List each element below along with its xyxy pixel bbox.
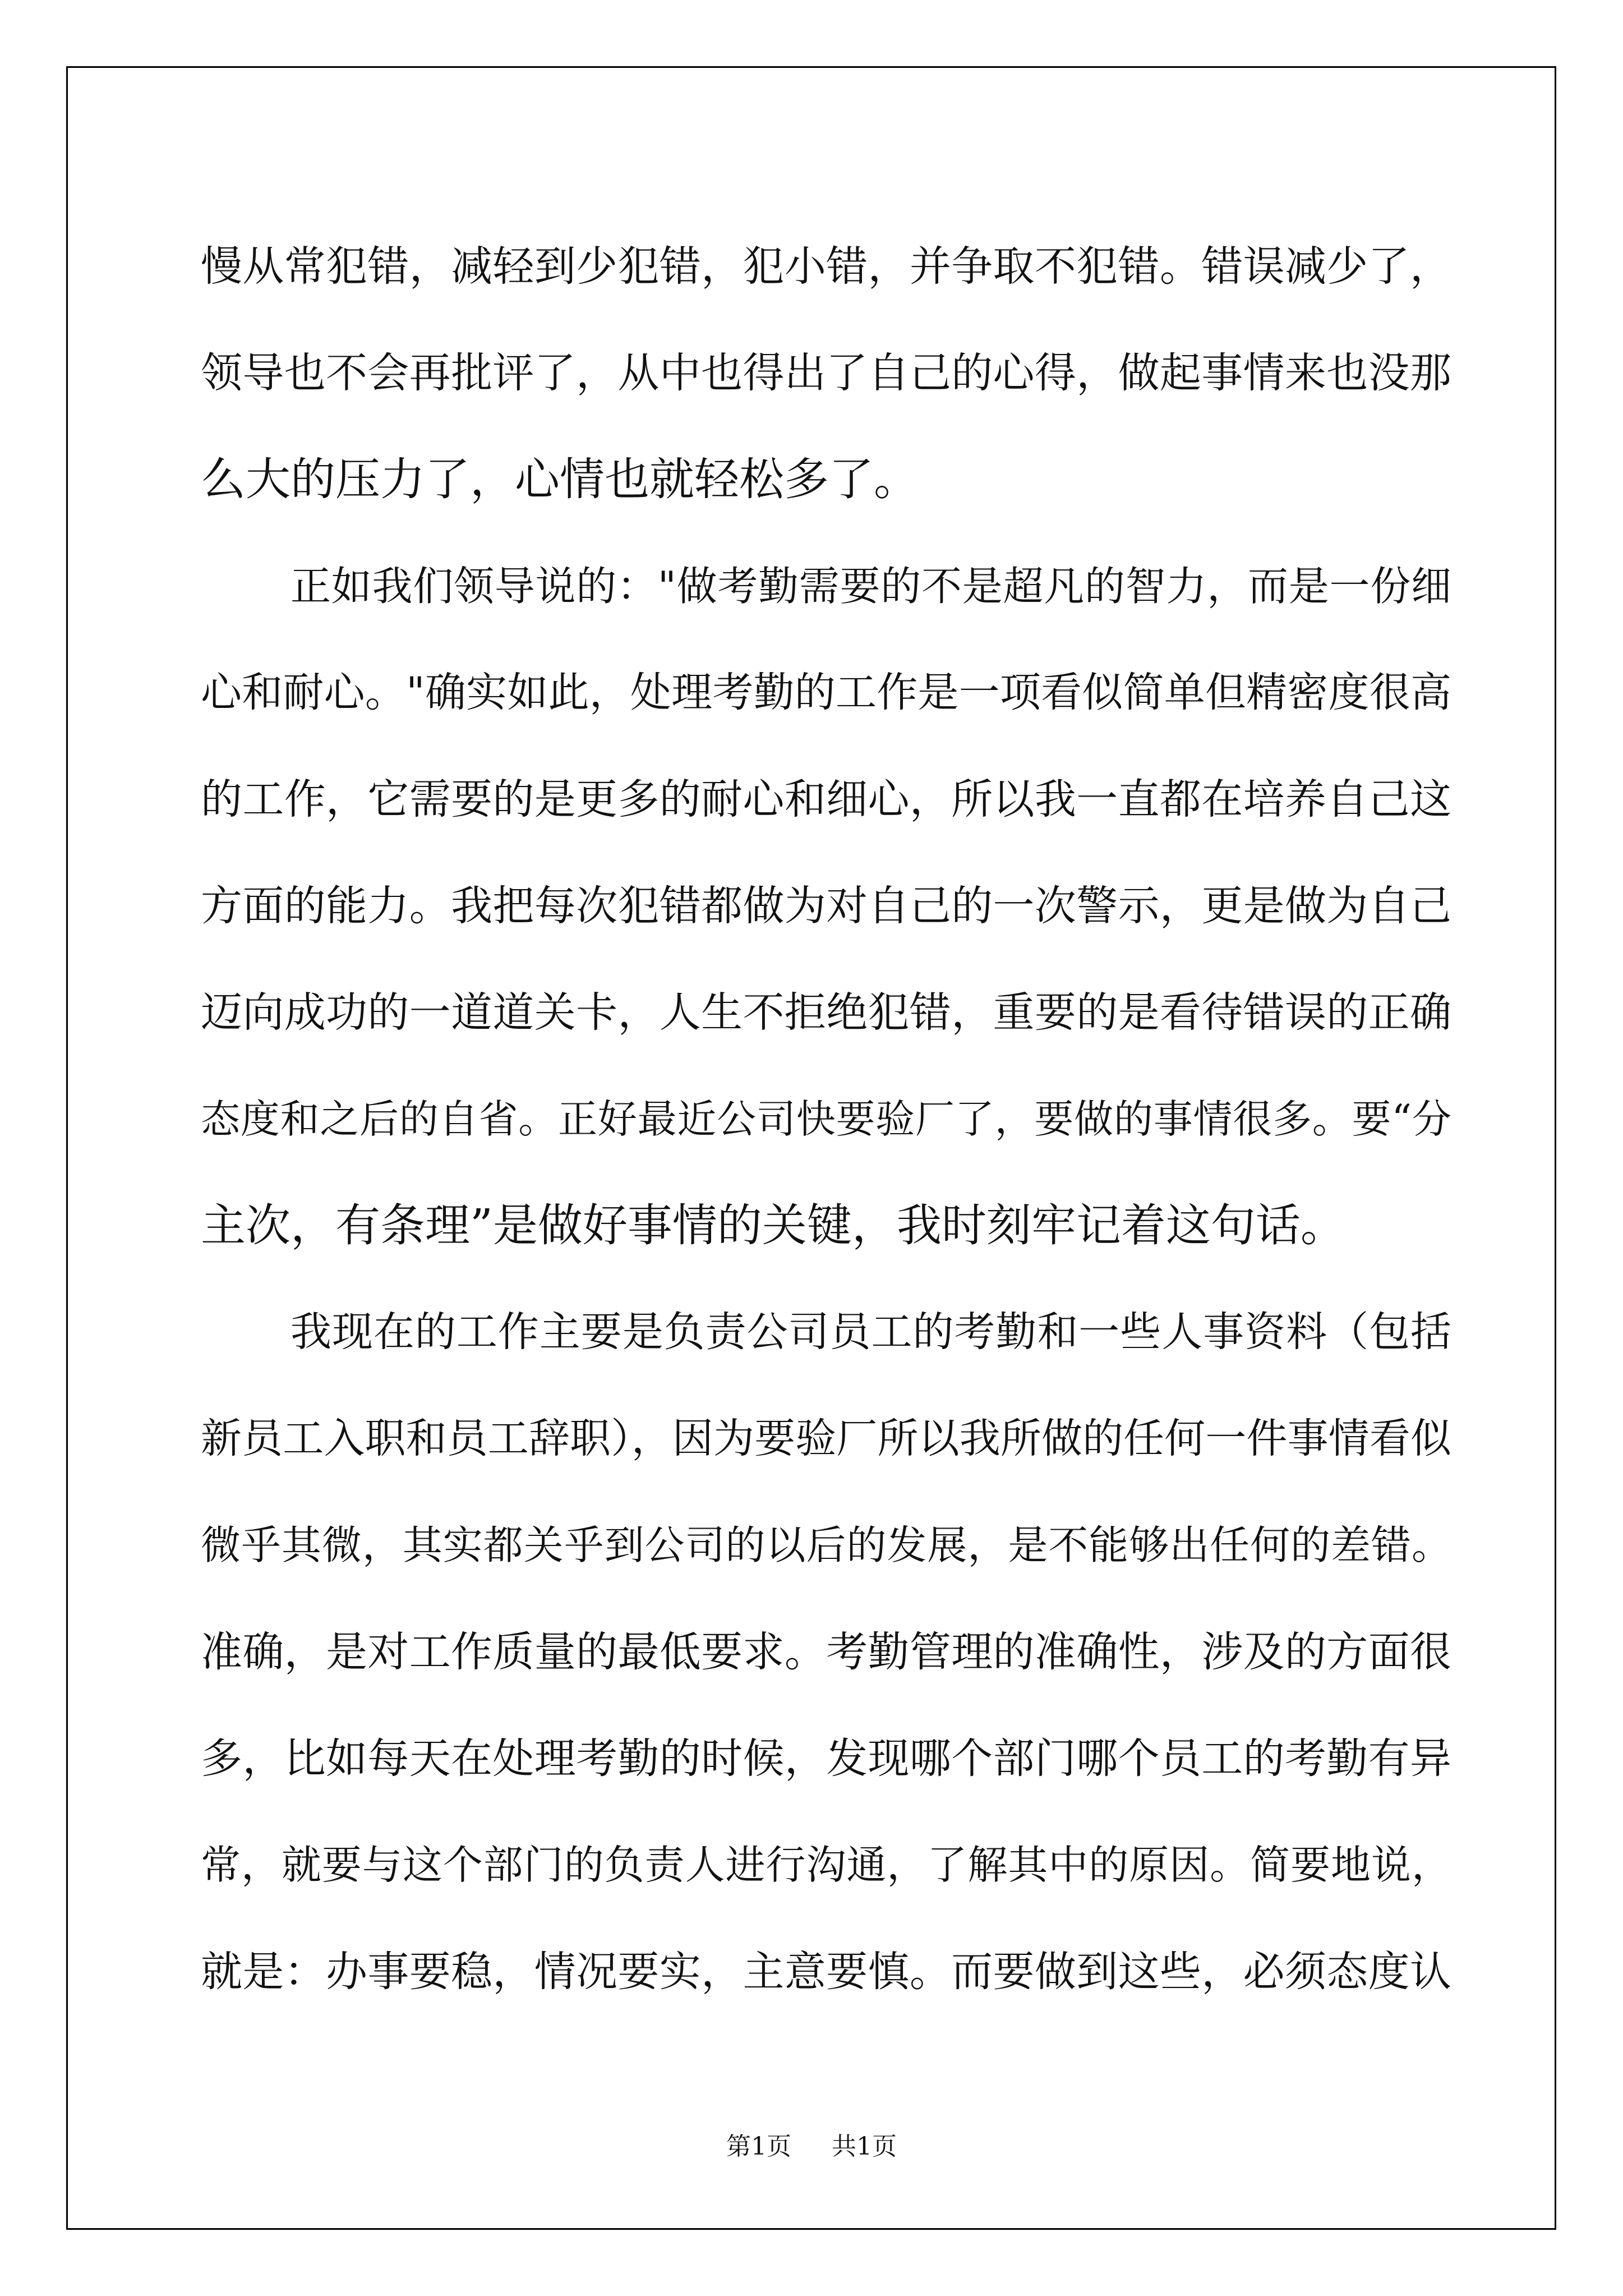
page-number: 第1页 bbox=[726, 2132, 791, 2161]
text-line: 正如我们领导说的："做考勤需要的不是超凡的智力，而是一份细 bbox=[291, 563, 1451, 610]
text-line: 微乎其微，其实都关乎到公司的以后的发展，是不能够出任何的差错。 bbox=[201, 1522, 1451, 1568]
page-footer bbox=[0, 2126, 1623, 2162]
text-line: 就是：办事要稳，情况要实，主意要慎。而要做到这些，必须态度认 bbox=[201, 1948, 1451, 1996]
text-line: 的工作，它需要的是更多的耐心和细心，所以我一直都在培养自己这 bbox=[201, 775, 1451, 823]
text-line: 主次，有条理”是做好事情的关键，我时刻牢记着这句话。 bbox=[201, 1199, 1345, 1251]
text-line: 迈向成功的一道道关卡，人生不拒绝犯错，重要的是看待错误的正确 bbox=[201, 988, 1451, 1037]
text-line: 多，比如每天在处理考勤的时候，发现哪个部门哪个员工的考勤有异 bbox=[201, 1734, 1451, 1783]
page-total: 共1页 bbox=[832, 2132, 897, 2161]
text-line: 么大的压力了，心情也就轻松多了。 bbox=[201, 453, 919, 505]
text-line: 常，就要与这个部门的负责人进行沟通，了解其中的原因。简要地说， bbox=[201, 1842, 1451, 1888]
text-line: 我现在的工作主要是负责公司员工的考勤和一些人事资料（包括 bbox=[291, 1308, 1451, 1356]
document-body bbox=[201, 213, 1451, 2025]
text-line: 态度和之后的自省。正好最近公司快要验厂了，要做的事情很多。要“分 bbox=[201, 1096, 1451, 1142]
text-line: 心和耐心。"确实如此，处理考勤的工作是一项看似简单但精密度很高 bbox=[201, 669, 1451, 716]
text-line: 慢从常犯错，减轻到少犯错，犯小错，并争取不犯错。错误减少了， bbox=[201, 242, 1451, 291]
text-line: 新员工入职和员工辞职），因为要验厂所以我所做的任何一件事情看似 bbox=[201, 1415, 1451, 1462]
text-line: 方面的能力。我把每次犯错都做为对自己的一次警示，更是做为自己 bbox=[201, 882, 1451, 930]
text-line: 准确，是对工作质量的最低要求。考勤管理的准确性，涉及的方面很 bbox=[201, 1628, 1451, 1676]
text-line: 领导也不会再批评了，从中也得出了自己的心得，做起事情来也没那 bbox=[201, 349, 1451, 397]
